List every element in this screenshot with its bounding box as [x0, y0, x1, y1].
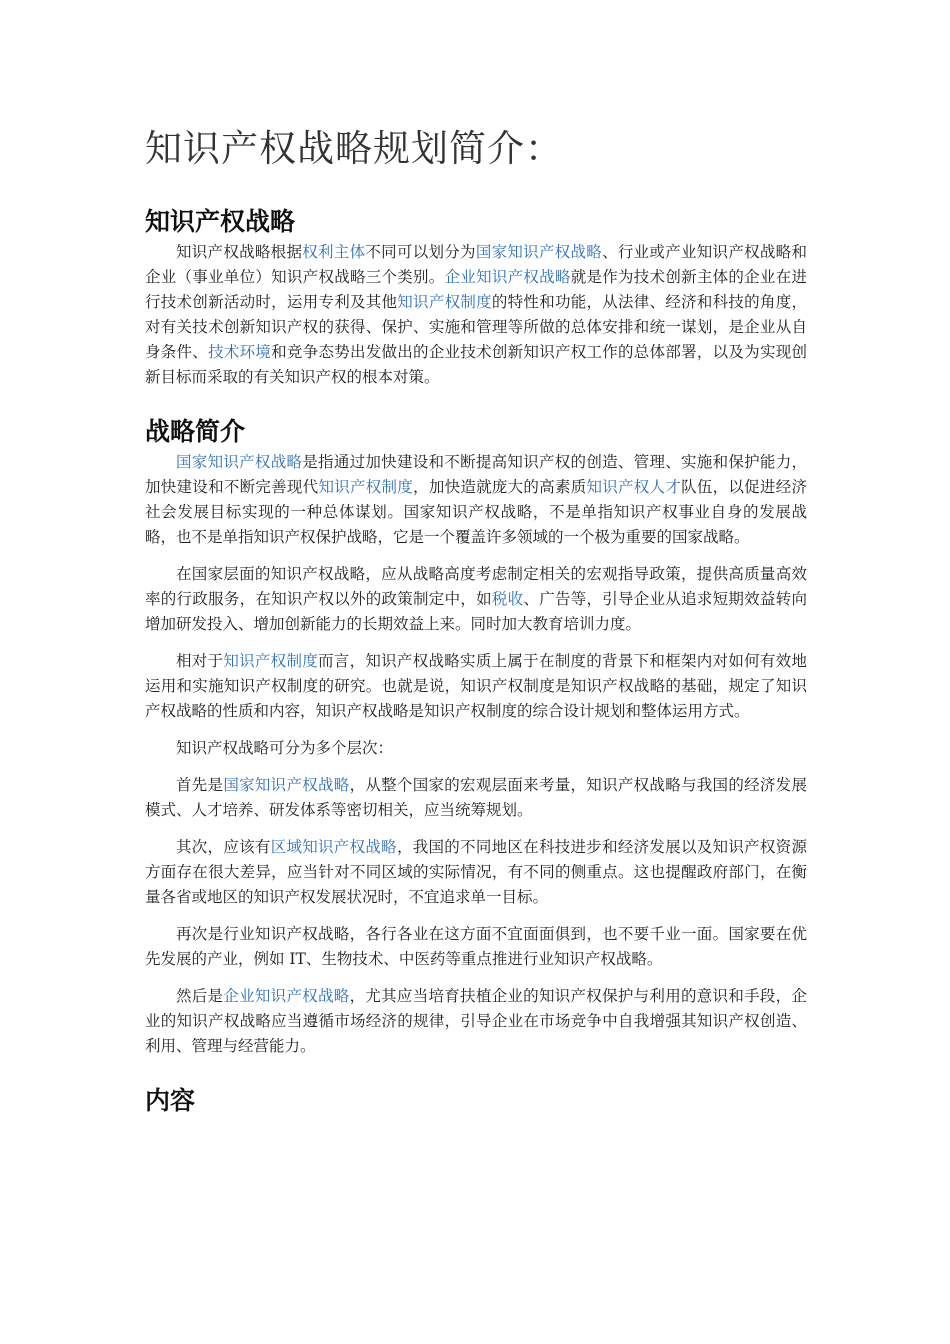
paragraph-text: 其次，应该有 — [176, 838, 271, 856]
section-heading: 战略简介 — [145, 417, 246, 446]
inline-link[interactable]: 企业知识产权战略 — [444, 268, 571, 286]
paragraph-text: 和竞争态势出发做出的企业技术创新知识产权工作的总体部署，以及为实现创新目标而采取的有关知识产权的根本对策。 — [145, 343, 807, 386]
inline-link[interactable]: 权利主体 — [302, 243, 366, 261]
paragraph-text: 、广告等，引导企业从追求短期效益转向增加研发投入、增加创新能力的长期效益上来。同时加大教育培训力度。 — [145, 590, 807, 633]
paragraph-text: 队伍，以促进经济社会发展目标实现的一种总体谋划。国家知识产权战略，不是单指知识产权事业自身的发展战略，也不是单指知识产权保护战略，它是一个覆盖许多领域的一个极为重要的国家战略。 — [145, 478, 807, 546]
paragraph-text: 不同可以划分为 — [365, 243, 476, 261]
inline-link[interactable]: 区域知识产权战略 — [270, 838, 397, 856]
paragraph-text: 在国家层面的知识产权战略，应从战略高度考虑制定相关的宏观指导政策，提供高质量高效率的行政服务，在知识产权以外的政策制定中，如 — [145, 565, 807, 608]
paragraph — [145, 835, 807, 910]
document-page — [145, 118, 807, 1119]
paragraph-text: 就是作为技术创新主体的企业在进行技术创新活动时，运用专利及其他 — [145, 268, 807, 311]
paragraph-text: 知识产权战略根据 — [176, 243, 303, 261]
paragraph — [145, 450, 807, 550]
paragraph — [145, 984, 807, 1059]
paragraph-text: 首先是 — [176, 776, 224, 794]
paragraph-text: ，我国的不同地区在科技进步和经济发展以及知识产权资源方面存在很大差异，应当针对不同区域的实际情况，有不同的侧重点。这也提醒政府部门，在衡量各省或地区的知识产权发展状况时，不宜追求单一目标。 — [145, 838, 807, 906]
paragraph-text: 然后是 — [176, 987, 224, 1005]
paragraph-text: 的特性和功能，从法律、经济和科技的角度，对有关技术创新知识产权的获得、保护、实施和管理等所做的总体安排和统一谋划，是企业从自身条件、 — [145, 293, 807, 361]
document-title: 知识产权战略规划简介： — [145, 127, 563, 170]
paragraph-text: 是指通过加快建设和不断提高知识产权的创造、管理、实施和保护能力，加快建设和不断完善现代 — [145, 453, 807, 496]
inline-link[interactable]: 知识产权人才 — [586, 478, 682, 496]
paragraph-text: ，从整个国家的宏观层面来考量，知识产权战略与我国的经济发展模式、人才培养、研发体系等密切相关，应当统筹规划。 — [145, 776, 807, 819]
paragraph-text: 、行业或产业知识产权战略和企业（事业单位）知识产权战略三个类别。 — [145, 243, 807, 286]
paragraph — [145, 773, 807, 823]
paragraph-text: 知识产权战略可分为多个层次： — [176, 739, 394, 757]
paragraph — [145, 736, 807, 761]
document-body — [145, 204, 807, 1119]
paragraph — [145, 649, 807, 724]
inline-link[interactable]: 国家知识产权战略 — [176, 453, 303, 471]
paragraph — [145, 562, 807, 637]
inline-link[interactable]: 国家知识产权战略 — [475, 243, 603, 261]
section-heading: 知识产权战略 — [145, 207, 296, 236]
inline-link[interactable]: 国家知识产权战略 — [223, 776, 350, 794]
paragraph-text: ，尤其应当培育扶植企业的知识产权保护与利用的意识和手段，企业的知识产权战略应当遵循市场经济的规律，引导企业在市场竞争中自我增强其知识产权创造、利用、管理与经营能力。 — [145, 987, 807, 1055]
paragraph-text: ，加快造就庞大的高素质 — [413, 478, 587, 496]
inline-link[interactable]: 知识产权制度 — [397, 293, 492, 311]
inline-link[interactable]: 税收 — [491, 590, 524, 608]
inline-link[interactable]: 知识产权制度 — [223, 652, 319, 670]
paragraph-text: 相对于 — [176, 652, 224, 670]
paragraph-text: 而言，知识产权战略实质上属于在制度的背景下和框架内对如何有效地运用和实施知识产权制度的研究。也就是说，知识产权制度是知识产权战略的基础，规定了知识产权战略的性质和内容，知识产权战略是知识产权制度的综合设计规划和整体运用方式。 — [145, 652, 807, 720]
paragraph — [145, 922, 807, 972]
inline-link[interactable]: 知识产权制度 — [318, 478, 414, 496]
paragraph — [145, 240, 807, 390]
inline-link[interactable]: 技术环境 — [208, 343, 272, 361]
inline-link[interactable]: 企业知识产权战略 — [223, 987, 350, 1005]
section-heading: 内容 — [145, 1086, 196, 1115]
paragraph-text: 再次是行业知识产权战略，各行各业在这方面不宜面面俱到，也不要千业一面。国家要在优先发展的产业，例如 IT、生物技术、中医药等重点推进行业知识产权战略。 — [145, 925, 807, 968]
